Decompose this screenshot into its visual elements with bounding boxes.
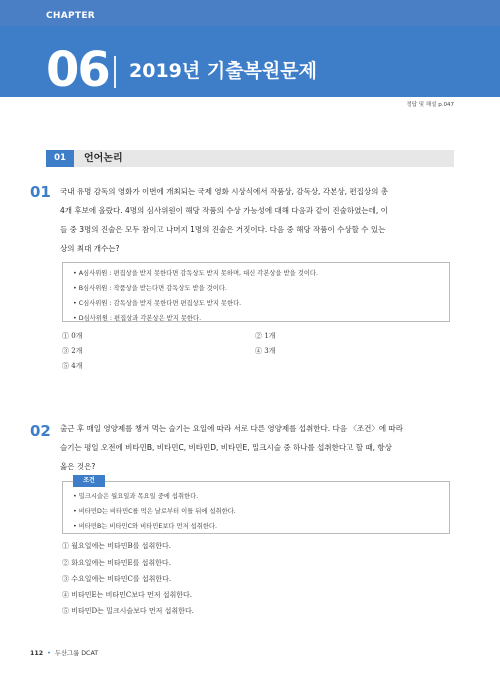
statement-line: • D심사위원 : 편집상과 각본상은 받지 못한다. <box>73 315 202 322</box>
question-2-option-5[interactable]: ⑤ 비타민D는 밀크시슬보다 먼저 섭취한다. <box>62 607 194 615</box>
question-2-line: 옳은 것은? <box>60 462 96 471</box>
question-1-option-1[interactable]: ① 0개 <box>62 332 83 340</box>
section-number: 01 <box>46 150 74 167</box>
book-title: 두산그룹 DCAT <box>54 650 99 657</box>
condition-line: • 비타민B는 비타민C와 비타민E보다 먼저 섭취한다. <box>73 523 217 530</box>
question-2-line: 출근 후 매일 영양제를 챙겨 먹는 슬기는 요일에 따라 서로 다른 영양제를 섭취한다. 다음 〈조건〉에 따라 <box>60 424 403 433</box>
condition-line: • 비타민D는 비타민C를 먹은 날로부터 이틀 뒤에 섭취한다. <box>73 508 236 515</box>
question-2-number: 02 <box>30 422 51 440</box>
statement-line: • B심사위원 : 작품상을 받는다면 감독상도 받을 것이다. <box>73 285 227 292</box>
question-1-line: 상의 최대 개수는? <box>60 244 120 253</box>
answer-reference: 정답 및 해설 p.047 <box>406 102 454 108</box>
condition-tag: 조건 <box>73 475 105 487</box>
question-1-line: 4개 후보에 올랐다. 4명의 심사위원이 해당 작품의 수상 가능성에 대해 다음과 같이 진술하였는데, 이 <box>60 206 388 215</box>
chapter-number: 06 <box>46 42 109 98</box>
section-header <box>46 150 454 167</box>
question-1-line: 국내 유명 감독의 영화가 이번에 개최되는 국제 영화 시상식에서 작품상, 감독상, 각본상, 편집상의 총 <box>60 187 388 196</box>
chapter-title: 2019년 기출복원문제 <box>129 60 317 82</box>
condition-line: • 밀크시슬은 월요일과 목요일 중에 섭취한다. <box>73 493 199 500</box>
question-2-text <box>60 419 452 476</box>
question-2-option-3[interactable]: ③ 수요일에는 비타민C를 섭취한다. <box>62 575 172 583</box>
question-1-statement-box <box>62 262 450 322</box>
question-1-number: 01 <box>30 183 51 201</box>
section-title: 언어논리 <box>84 153 123 164</box>
page-number: 112 <box>30 650 44 657</box>
question-1-text <box>60 182 452 258</box>
question-1-option-3[interactable]: ③ 2개 <box>62 347 83 355</box>
question-2-condition-box <box>62 477 450 534</box>
page-footer <box>30 648 98 657</box>
question-1-option-4[interactable]: ④ 3개 <box>255 347 276 355</box>
chapter-label: CHAPTER <box>46 11 96 21</box>
statement-line: • A심사위원 : 편집상을 받지 못한다면 감독상도 받지 못하며, 대신 각본상을 받을 것이다. <box>73 270 318 277</box>
footer-separator: • <box>47 650 51 657</box>
question-2-option-2[interactable]: ② 화요일에는 비타민E를 섭취한다. <box>62 559 171 567</box>
question-1-line: 들 중 3명의 진술은 모두 참이고 나머지 1명의 진술은 거짓이다. 다음 중 해당 작품이 수상할 수 있는 <box>60 225 386 234</box>
question-1-option-5[interactable]: ⑤ 4개 <box>62 362 83 370</box>
chapter-divider <box>114 56 116 88</box>
question-1-option-2[interactable]: ② 1개 <box>255 332 276 340</box>
statement-line: • C심사위원 : 감독상을 받지 못한다면 편집상도 받지 못한다. <box>73 300 242 307</box>
question-2-option-4[interactable]: ④ 비타민E는 비타민C보다 먼저 섭취한다. <box>62 591 193 599</box>
question-2-option-1[interactable]: ① 월요일에는 비타민B를 섭취한다. <box>62 542 171 550</box>
question-2-line: 슬기는 평일 오전에 비타민B, 비타민C, 비타민D, 비타민E, 밀크시슬 중 하나를 섭취한다고 할 때, 항상 <box>60 443 392 452</box>
